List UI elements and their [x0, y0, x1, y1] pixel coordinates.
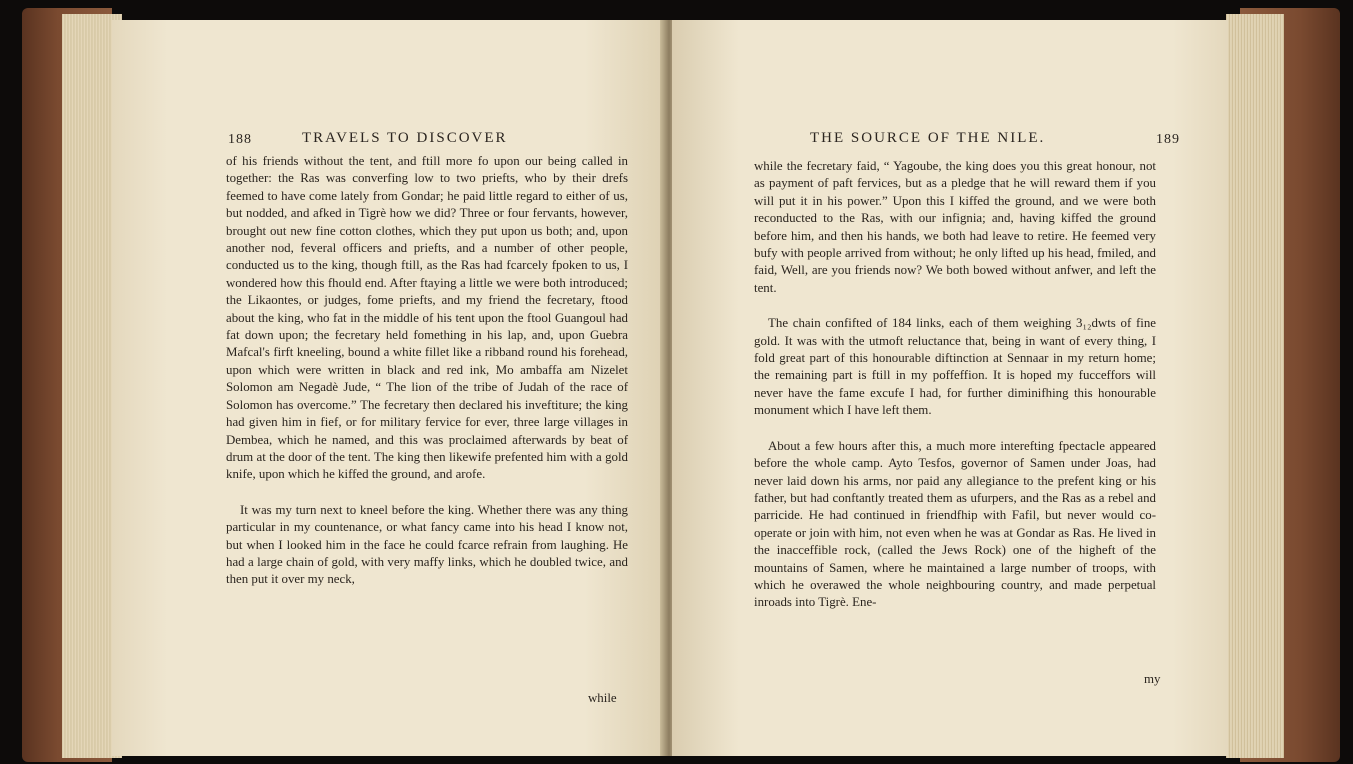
right-page-number: 189 [1156, 132, 1180, 147]
right-catchword: my [1144, 672, 1161, 686]
left-page [112, 20, 668, 756]
left-paragraph-1: of his friends without the tent, and ftill more fo upon our being called in together: the Ras was converfing low to two priefts, who by their drefs feemed to have come lately from Gondar; he paid little regard to either of us, but nodded, and afked in Tigrè how we did? Three or four fervants, however, brought out new fine cotton clothes, which they put upon us both; and, upon another nod, feveral officers and priefts, and a number of other people, conducted us to the king, though ftill, as the Ras had fcarcely fpoken to us, I wondered how this fhould end. After ftaying a little we were both introduced; the Likaontes, or judges, fome priefts, and my friend the fecretary, ftood about the king, who fat in the middle of his tent upon the ftool Guangoul had fat down upon; the fecretary held fomething in his lap, and, upon Guebra Mafcal's firft kneeling, bound a white fillet like a ribband round his forehead, upon which were written in black and red ink, Mo ambaffa am Nizelet Solomon am Negadè Jude, “ The lion of the tribe of Judah of the race of Solomon has overcome.” The fecretary then declared his inveftiture; the king had given him in fief, or for military fervice for ever, three large villages in Dembea, which he named, and this was proclaimed afterwards by beat of drum at the door of the tent. The king then likewife prefented him with a gold knife, upon which he kiffed the ground, and arofe. [226, 154, 628, 482]
left-body-text [226, 153, 628, 589]
right-page [672, 20, 1228, 756]
page-edges-right [1226, 14, 1284, 758]
left-page-number: 188 [228, 132, 252, 147]
right-body-text [754, 158, 1156, 612]
right-paragraph-2: The chain confifted of 184 links, each of them weighing 3₁₂dwts of fine gold. It was with the utmoft reluctance that, being in want of every thing, I fold great part of this honourable diftinction at Sennaar in my return home; the remaining part is ftill in my poffeffion. It is hoped my fucceffors will never have the fame excufe I had, for further diminifhing this honourable monument which I have left them. [754, 316, 1156, 418]
right-paragraph-1: while the fecretary faid, “ Yagoube, the king does you this great honour, not as payment of paft fervices, but as a pledge that he will reward them if you will put it in his power.” Upon this I kiffed the ground, and we were both reconducted to the Ras, with our infignia; and, having kiffed the ground before him, and then his hands, we both had leave to retire. He feemed very bufy with people arrived from without; he only lifted up his head, fmiled, and faid, Well, are you friends now? We both bowed without anfwer, and left the tent. [754, 159, 1156, 295]
left-paragraph-2: It was my turn next to kneel before the king. Whether there was any thing particular in my countenance, or what fancy came into his head I know not, but when I looked him in the face he could fcarce refrain from laughing. He had a large chain of gold, with very maffy links, which he doubled twice, and then put it over my neck, [226, 502, 628, 587]
left-catchword: while [588, 691, 617, 705]
right-running-title: THE SOURCE OF THE NILE. [810, 130, 1046, 146]
left-running-title: TRAVELS TO DISCOVER [302, 130, 508, 146]
right-paragraph-3: About a few hours after this, a much more interefting fpectacle appeared before the whole camp. Ayto Tesfos, governor of Samen under Joas, had never laid down his arms, nor paid any allegiance to the prefent king or his father, but had conftantly treated them as ufurpers, and the Ras as a rebel and parricide. He had continued in friendfhip with Fafil, but never would co-operate or join with him, not even when he was at Gondar as Ras. He lived in the inacceffible rock, (called the Jews Rock) one of the higheft of the mountains of Samen, where he maintained a large number of troops, with which he overawed the whole neighbouring country, and made perpetual inroads into Tigrè. Ene- [754, 438, 1156, 610]
